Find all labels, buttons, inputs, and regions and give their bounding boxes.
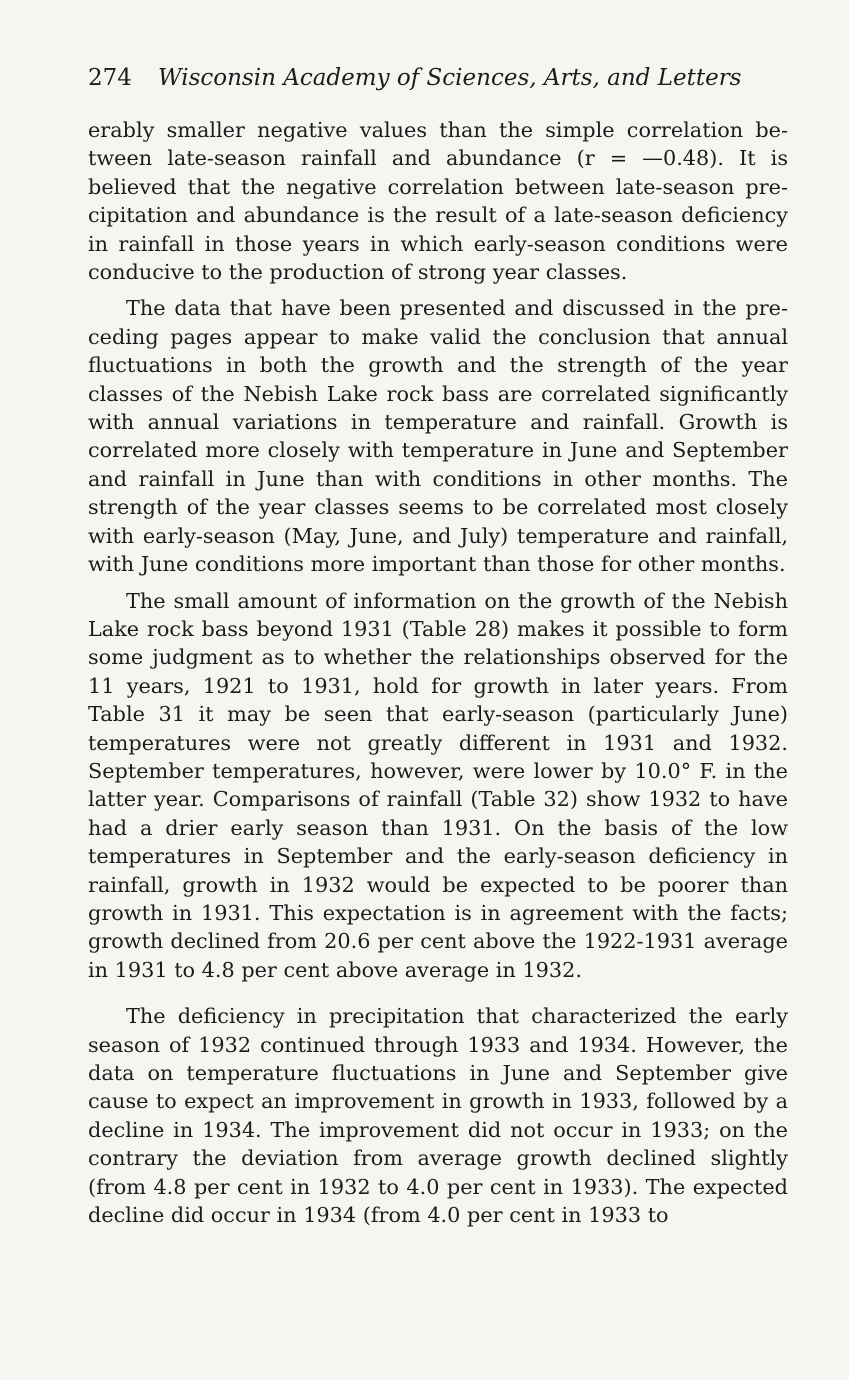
paragraph: The data that have been presented and discussed in the preceding pages appear to make valid the conclusion that annual fluctuations in both the growth and the strength of the year classes of the Nebish Lake rock bass are correlated significantly with annual variations in temperature and rainfall. Growth is correlated more closely with temperature in June and September and rainfall in June than with conditions in other months. The strength of the year classes seems to be correlated most closely with early-season (May, June, and July) temperature and rainfall, with June conditions more important than those for other months. — [88, 296, 788, 577]
journal-title: Wisconsin Academy of Sciences, Arts, and Letters — [158, 65, 742, 91]
paragraph: The deficiency in precipitation that characterized the early season of 1932 continued through 1933 and 1934. However, the data on temperature fluctuations in June and September give cause to expect an improvement in growth in 1933, followed by a decline in 1934. The improvement did not occur in 1933; on the contrary the deviation from average growth declined slightly (from 4.8 per cent in 1932 to 4.0 per cent in 1933). The expected decline did occur in 1934 (from 4.0 per cent in 1933 to — [88, 1004, 788, 1228]
page-content — [88, 60, 788, 1237]
body-text — [88, 116, 788, 1229]
paragraph-continuation: erably smaller negative values than the simple correlation between late-season rainfall and abundance (r = —0.48). It is believed that the negative correlation between late-season precipitation and abundance is the result of a late-season deficiency in rainfall in those years in which early-season conditions were conducive to the production of strong year classes. — [88, 118, 788, 285]
page-number: 274 — [88, 65, 132, 91]
paragraph: The small amount of information on the growth of the Nebish Lake rock bass beyond 1931 (Table 28) makes it possible to form some judgment as to whether the relationships observed for the 11 years, 1921 to 1931, hold for growth in later years. From Table 31 it may be seen that early-season (particularly June) temperatures were not greatly different in 1931 and 1932. September temperatures, however, were lower by 10.0° F. in the latter year. Comparisons of rainfall (Table 32) show 1932 to have had a drier early season than 1931. On the basis of the low temperatures in September and the early-season deficiency in rainfall, growth in 1932 would be expected to be poorer than growth in 1931. This expectation is in agreement with the facts; growth declined from 20.6 per cent above the 1922-1931 average in 1931 to 4.8 per cent above average in 1932. — [88, 588, 788, 982]
running-head — [88, 60, 788, 96]
